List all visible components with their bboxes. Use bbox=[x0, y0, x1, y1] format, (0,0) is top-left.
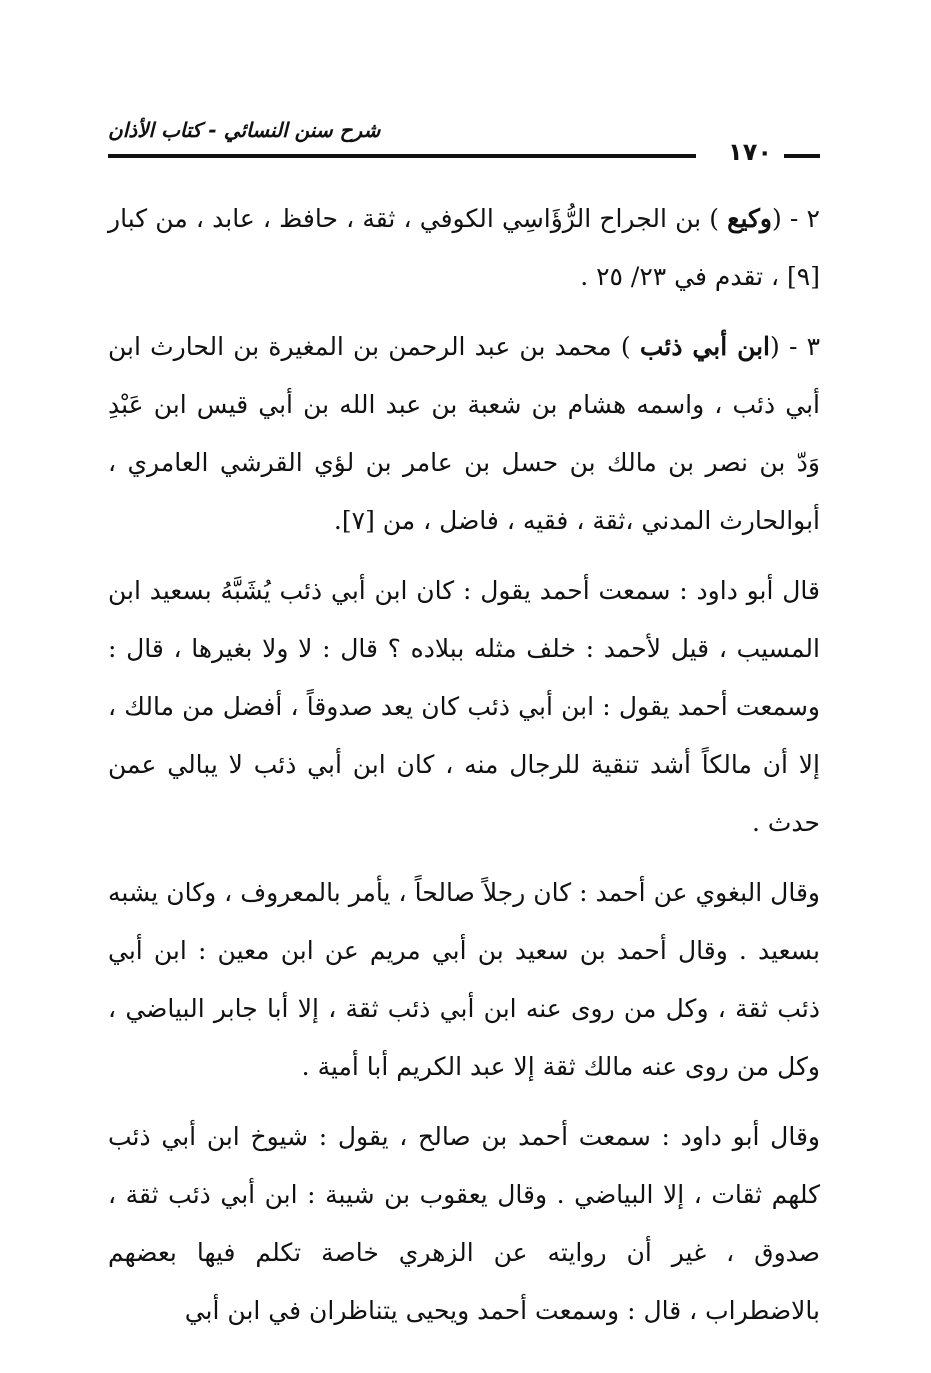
running-header-title: شرح سنن النسائي - كتاب الأذان bbox=[108, 118, 381, 142]
body-paragraph: وقال أبو داود : سمعت أحمد بن صالح ، يقول : شيوخ ابن أبي ذئب كلهم ثقات ، إلا البياضي . وقال يعقوب بن شيبة : ابن أبي ذئب ثقة ، صدوق ، غير أن روايته عن الزهري خاصة تكلم فيها بعضهم بالاضطراب ، قال : وسمعت أحمد ويحيى يتناظران في ابن أبي bbox=[108, 1122, 821, 1325]
page-number: ١٧٠ bbox=[728, 138, 772, 166]
header-rule bbox=[108, 154, 696, 158]
narrator-name: ابن أبي ذئب bbox=[639, 332, 771, 361]
entry-number: ٢ - ( bbox=[772, 204, 820, 233]
body-paragraph: قال أبو داود : سمعت أحمد يقول : كان ابن أبي ذئب يُشَبَّهُ بسعيد ابن المسيب ، قيل لأحمد : خلف مثله ببلاده ؟ قال : لا ولا بغيرها ، قال : وسمعت أحمد يقول : ابن أبي ذئب كان يعد صدوقاً ، أفضل من مالك ، إلا أن مالكاً أشد تنقية للرجال منه ، كان ابن أبي ذئب لا يبالي عمن حدث . bbox=[108, 576, 820, 837]
entry-text: ) بن الجراح الرُّؤَاسِي الكوفي ، ثقة ، حافظ ، عابد ، من كبار [٩] ، تقدم في ٢٣/ ٢٥ . bbox=[108, 204, 820, 291]
narrator-entry-3 bbox=[108, 318, 820, 550]
entry-number: ٣ - ( bbox=[770, 332, 820, 361]
body-paragraph: وقال البغوي عن أحمد : كان رجلاً صالحاً ، يأمر بالمعروف ، وكان يشبه بسعيد . وقال أحمد بن سعيد بن أبي مريم عن ابن معين : ابن أبي ذئب ثقة ، وكل من روى عنه ابن أبي ذئب ثقة ، إلا أبا جابر البياضي ، وكل من روى عنه مالك ثقة إلا عبد الكريم أبا أمية . bbox=[108, 878, 820, 1081]
narrator-name: وكيع bbox=[727, 204, 772, 233]
page-number-rule bbox=[784, 154, 820, 158]
page-header bbox=[108, 118, 820, 174]
page-body bbox=[108, 190, 820, 1352]
narrator-entry-2 bbox=[108, 190, 820, 306]
entry-text: ) محمد بن عبد الرحمن بن المغيرة بن الحارث ابن أبي ذئب ، واسمه هشام بن شعبة بن عبد الله بن أبي قيس ابن عَبْدِ وَدّ بن نصر بن مالك بن حسل بن عامر بن لؤي القرشي العامري ، أبوالحارث المدني ،ثقة ، فقيه ، فاضل ، من [٧]. bbox=[108, 332, 820, 535]
